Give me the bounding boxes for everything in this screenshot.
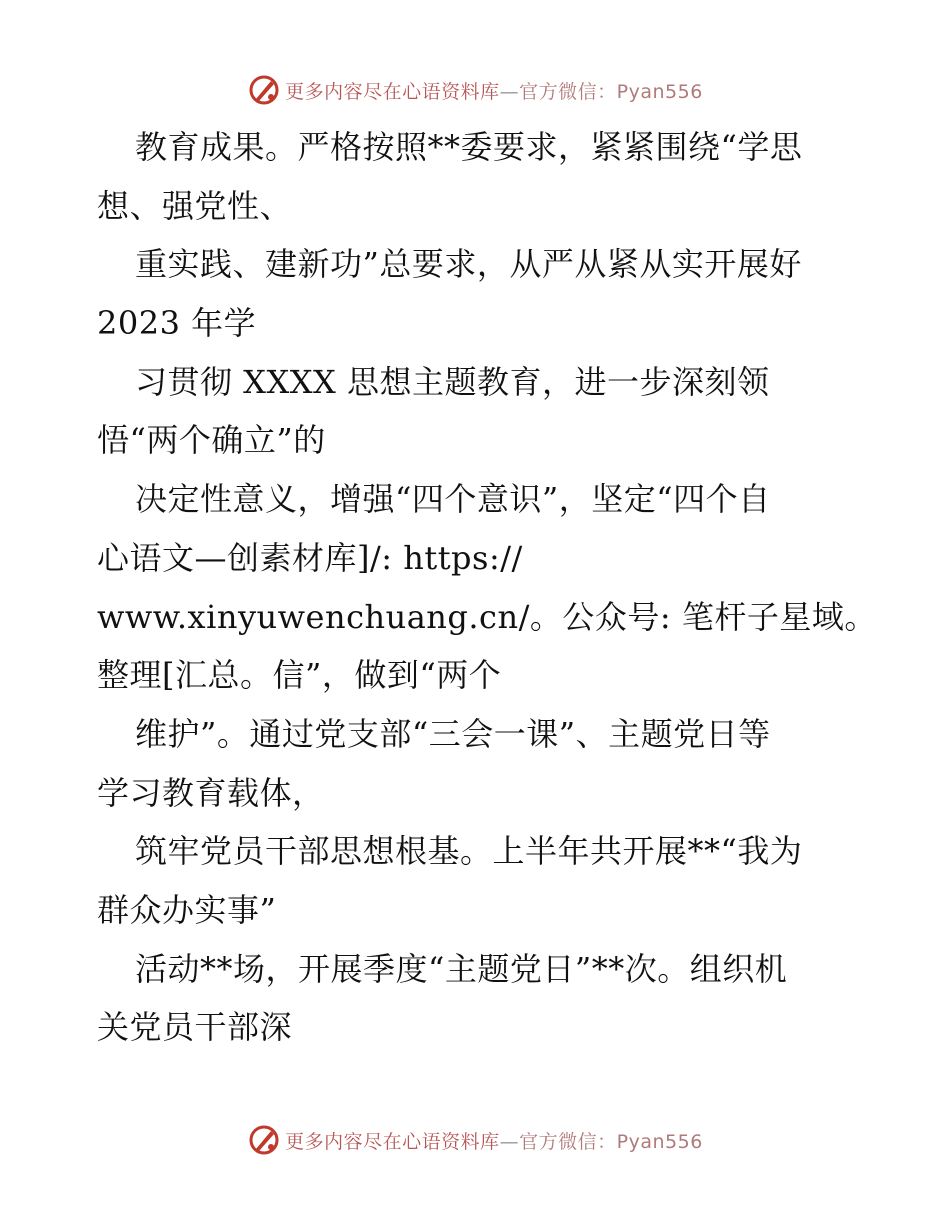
- text-line: 想、强党性、: [97, 186, 293, 225]
- quill-pen-logo-icon: [247, 73, 281, 107]
- header-banner: [0, 70, 950, 110]
- text-line: www.xinyuwenchuang.cn/。公众号: 笔杆子星域。: [97, 597, 877, 636]
- quill-pen-logo-icon: [247, 1123, 281, 1157]
- banner-text: 更多内容尽在心语资料库—官方微信：Pyan556: [285, 1130, 703, 1153]
- text-line: 心语文—创素材库]/: https://: [97, 538, 523, 577]
- text-line: 重实践、建新功”总要求，从严从紧从实开展好: [135, 245, 802, 284]
- footer-banner: [0, 1120, 950, 1160]
- text-line: 悟“两个确立”的: [97, 421, 326, 460]
- text-line: 活动**场，开展季度“主题党日”**次。组织机: [135, 949, 788, 988]
- text-line: 决定性意义，增强“四个意识”，坚定“四个自: [135, 480, 771, 519]
- text-line: 整理[汇总。信”，做到“两个: [97, 656, 502, 695]
- text-line: 学习教育载体，: [97, 773, 325, 812]
- text-line: 群众办实事”: [97, 890, 277, 929]
- text-line: 教育成果。严格按照**委要求，紧紧围绕“学思: [135, 128, 803, 166]
- document-body: [97, 118, 877, 1057]
- text-line: 维护”。通过党支部“三会一课”、主题党日等: [135, 714, 771, 753]
- banner-text: 更多内容尽在心语资料库—官方微信：Pyan556: [285, 80, 703, 103]
- text-line: 关党员干部深: [97, 1008, 293, 1047]
- text-line: 2023 年学: [97, 304, 257, 343]
- text-line: 筑牢党员干部思想根基。上半年共开展**“我为: [135, 832, 803, 871]
- text-line: 习贯彻 XXXX 思想主题教育，进一步深刻领: [135, 362, 770, 401]
